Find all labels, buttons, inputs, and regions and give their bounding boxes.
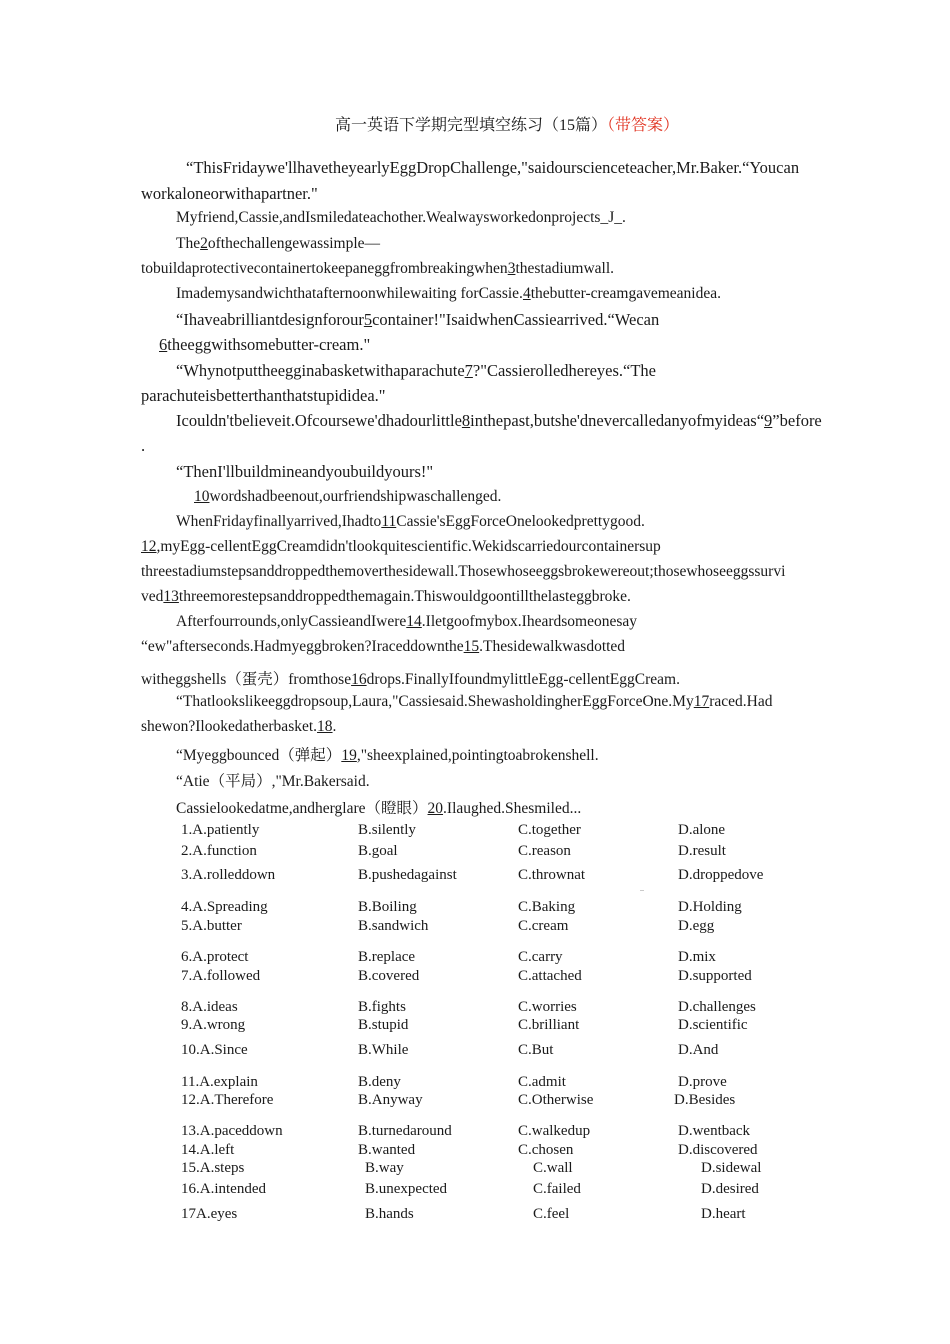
option-d: D.result: [678, 843, 726, 859]
passage-line: ved13threemorestepsanddroppedthemagain.Thiswouldgoontillthelasteggbroke.: [141, 588, 631, 605]
option-b: B.hands: [365, 1206, 414, 1222]
option-c: C.walkedup: [518, 1123, 591, 1139]
option-c: C.Otherwise: [518, 1092, 594, 1108]
passage-line: 10wordshadbeenout,ourfriendshipwaschallenged.: [194, 488, 502, 505]
option-d: D.droppedove: [678, 867, 764, 883]
option-b: B.While: [358, 1042, 409, 1058]
passage-line: “Myeggbounced（弹起）19,"sheexplained,pointingtoabrokenshell.: [176, 747, 599, 764]
passage-line: Afterfourrounds,onlyCassieandIwere14.Iletgoofmybox.Iheardsomeonesay: [176, 613, 637, 630]
blank-6: 6: [159, 335, 168, 354]
option-c: C.cream: [518, 918, 569, 934]
option-b: B.pushedagainst: [358, 867, 457, 883]
option-c: C.thrownat: [518, 867, 586, 883]
option-a: 11.A.explain: [181, 1074, 258, 1090]
option-a: 5.A.butter: [181, 918, 242, 934]
option-d: D.discovered: [678, 1142, 758, 1158]
option-d: D.And: [678, 1042, 719, 1058]
option-a: 14.A.left: [181, 1142, 235, 1158]
blank-2: 2: [200, 235, 208, 252]
page-title: [335, 116, 695, 136]
answer-note: （带答案）: [607, 117, 680, 134]
blank-19: 19: [341, 747, 357, 764]
option-d: D.alone: [678, 822, 726, 838]
option-d: D.scientific: [678, 1017, 748, 1033]
passage-line: “Thatlookslikeeggdropsoup,Laura,"Cassiesaid.ShewasholdingherEggForceOne.My17raced.Had: [176, 693, 773, 710]
passage-line: Imademysandwichthatafternoonwhilewaiting forCassie.4thebutter-creamgavemeanidea.: [176, 285, 722, 302]
option-d: D.supported: [678, 968, 752, 984]
blank-7: 7: [464, 361, 473, 380]
passage-line: WhenFridayfinallyarrived,Ihadto11Cassie'sEggForceOnelookedprettygood.: [176, 513, 645, 530]
option-a: 13.A.paceddown: [181, 1123, 283, 1139]
passage-line: “ThisFridaywe'llhavetheyearlyEggDropChallenge,"saidourscienceteacher,Mr.Baker.“Youcan: [186, 158, 800, 177]
option-b: B.silently: [358, 822, 416, 838]
option-b: B.covered: [358, 968, 420, 984]
passage-line: Icouldn'tbelieveit.Ofcoursewe'dhadourlittle8inthepast,butshe'dnevercalledanyofmyideas“9”before: [176, 411, 822, 430]
blank-17: 17: [693, 693, 710, 710]
option-c: C.attached: [518, 968, 582, 984]
passage-line: shewon?Ilookedatherbasket.18.: [141, 718, 337, 735]
option-d: D.desired: [701, 1181, 759, 1197]
blank-20: 20: [427, 800, 444, 817]
option-a: 2.A.function: [181, 843, 257, 859]
option-b: B.deny: [358, 1074, 401, 1090]
option-c: C.wall: [533, 1160, 573, 1176]
option-a: 12.A.Therefore: [181, 1092, 274, 1108]
option-a: 8.A.ideas: [181, 999, 238, 1015]
blank-3: 3: [507, 260, 516, 277]
passage-line: 6theeggwithsomebutter-cream.": [159, 335, 371, 354]
option-c: C.reason: [518, 843, 571, 859]
blank-16: 16: [351, 671, 367, 688]
passage-line: 12,myEgg-cellentEggCreamdidn'tlookquitescientific.Wekidscarriedourcontainersup: [141, 538, 661, 555]
option-b: B.stupid: [358, 1017, 409, 1033]
passage-line: “ew"afterseconds.Hadmyeggbroken?Iraceddownthe15.Thesidewalkwasdotted: [141, 638, 626, 655]
option-c: C.Baking: [518, 899, 576, 915]
option-d: D.sidewal: [701, 1160, 762, 1176]
option-a: 17A.eyes: [181, 1206, 238, 1222]
option-b: B.unexpected: [365, 1181, 448, 1197]
blank-10: 10: [194, 488, 210, 505]
option-c: C.together: [518, 822, 581, 838]
option-b: B.fights: [358, 999, 406, 1015]
blank-1: J: [608, 209, 615, 226]
option-d: D.egg: [678, 918, 715, 934]
passage-line: “ThenI'llbuildmineandyoubuildyours!": [176, 462, 434, 481]
passage-line: threestadiumstepsanddroppedthemoverthesidewall.Thosewhoseeggsbrokewereout;thosewhoseeggssurvi: [141, 563, 786, 580]
option-a: 10.A.Since: [181, 1042, 248, 1058]
option-b: B.replace: [358, 949, 416, 965]
option-b: B.sandwich: [358, 918, 429, 934]
title-text: 高一英语下学期完型填空练习（15篇）: [335, 117, 608, 134]
passage-line: workaloneorwithapartner.": [141, 184, 318, 203]
passage-line: The2ofthechallengewassimple—: [176, 235, 381, 252]
passage-line: “Atie（平局）,"Mr.Bakersaid.: [176, 773, 370, 790]
passage-line: “Whynotputtheegginabasketwithaparachute7?"Cassierolledhereyes.“The: [176, 361, 657, 380]
option-a: 16.A.intended: [181, 1181, 266, 1197]
passage-line: Cassielookedatme,andherglare（瞪眼）20.Ilaughed.Shesmiled...: [176, 800, 582, 817]
option-d: D.Besides: [674, 1092, 736, 1108]
option-a: 6.A.protect: [181, 949, 249, 965]
option-b: B.Boiling: [358, 899, 417, 915]
option-a: 7.A.followed: [181, 968, 261, 984]
option-d: D.challenges: [678, 999, 756, 1015]
option-b: B.way: [365, 1160, 404, 1176]
option-c: C.carry: [518, 949, 563, 965]
passage-line: witheggshells（蛋壳）fromthose16drops.FinallyIfoundmylittleEgg-cellentEggCream.: [141, 671, 680, 688]
option-c: C.admit: [518, 1074, 566, 1090]
option-a: 3.A.rolleddown: [181, 867, 276, 883]
option-a: 15.A.steps: [181, 1160, 245, 1176]
stray-mark: ..: [640, 884, 644, 893]
blank-13: 13: [163, 588, 179, 605]
blank-5: 5: [363, 310, 373, 329]
blank-14: 14: [406, 613, 422, 630]
blank-9: 9: [764, 411, 773, 430]
option-c: C.failed: [533, 1181, 581, 1197]
option-a: 9.A.wrong: [181, 1017, 246, 1033]
blank-11: 11: [381, 513, 397, 530]
option-d: D.heart: [701, 1206, 746, 1222]
option-a: 1.A.patiently: [181, 822, 260, 838]
option-b: B.Anyway: [358, 1092, 423, 1108]
option-b: B.wanted: [358, 1142, 416, 1158]
blank-15: 15: [463, 638, 480, 655]
passage-line: “Ihaveabrilliantdesignforour5container!"IsaidwhenCassiearrived.“Wecan: [176, 310, 660, 329]
blank-4: 4: [522, 285, 531, 302]
option-c: C.But: [518, 1042, 554, 1058]
option-b: B.turnedaround: [358, 1123, 452, 1139]
passage-line: Myfriend,Cassie,andIsmiledateachother.Wealwaysworkedonprojects_J_.: [176, 209, 626, 226]
option-d: D.wentback: [678, 1123, 751, 1139]
option-c: C.worries: [518, 999, 577, 1015]
blank-18: 18: [317, 718, 333, 735]
blank-8: 8: [461, 411, 471, 430]
option-c: C.brilliant: [518, 1017, 580, 1033]
option-c: C.chosen: [518, 1142, 574, 1158]
passage-line: parachuteisbetterthanthatstupididea.": [141, 386, 386, 405]
option-a: 4.A.Spreading: [181, 899, 268, 915]
passage-line: .: [141, 436, 146, 455]
option-d: D.prove: [678, 1074, 727, 1090]
option-d: D.mix: [678, 949, 716, 965]
passage-line: tobuildaprotectivecontainertokeepaneggfrombreakingwhen3thestadiumwall.: [141, 260, 615, 277]
blank-12: 12: [141, 538, 157, 555]
option-b: B.goal: [358, 843, 398, 859]
option-c: C.feel: [533, 1206, 570, 1222]
option-d: D.Holding: [678, 899, 742, 915]
